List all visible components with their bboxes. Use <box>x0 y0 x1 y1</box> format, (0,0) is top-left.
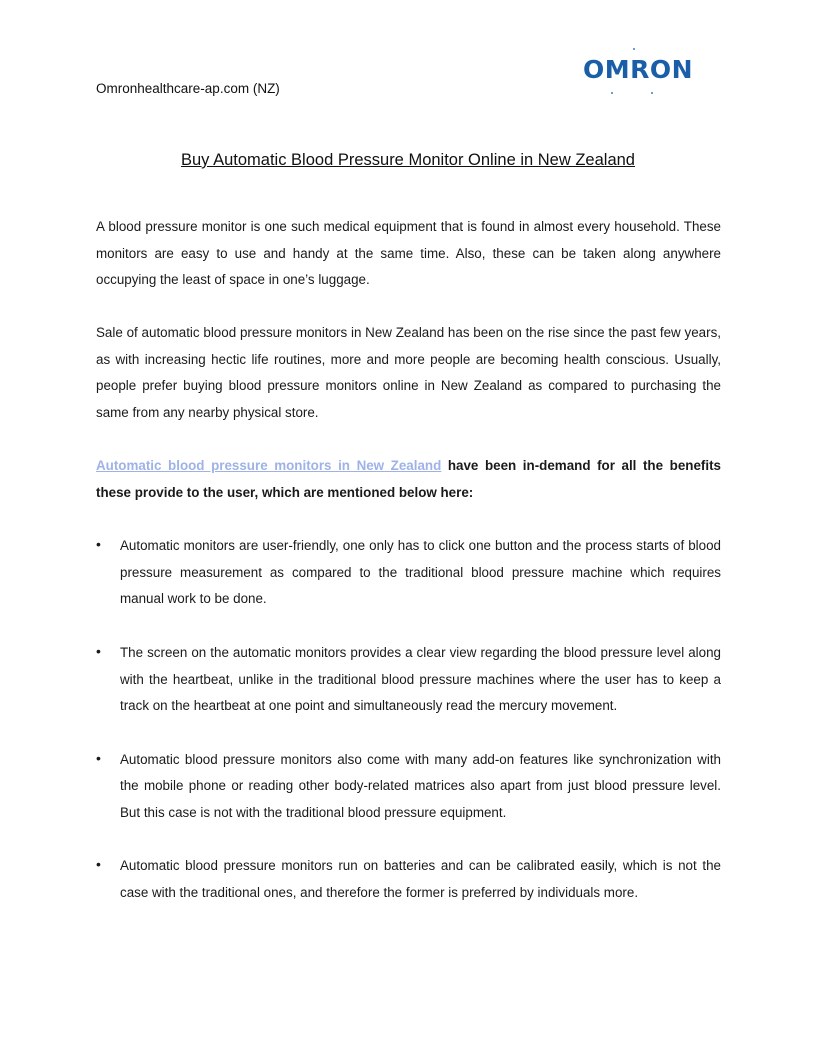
list-item-text: Automatic monitors are user-friendly, one only has to click one button and the process starts of blood pressure measurement as compared to the traditional blood pressure machine which requires manual work to be done. <box>120 538 721 607</box>
bullet-icon: • <box>96 749 101 766</box>
list-item-text: Automatic blood pressure monitors also come with many add-on features like synchronization with the mobile phone or reading other body-related matrices also apart from just blood pressure level. But this case is not with the traditional blood pressure equipment. <box>120 751 721 820</box>
bullet-icon: • <box>96 536 101 552</box>
list-item-text: The screen on the automatic monitors provides a clear view regarding the blood pressure level along with the heartbeat, unlike in the traditional blood pressure machines where the user has to keep a track on the heartbeat at one point and simultaneously read the mercury movement. <box>120 644 721 714</box>
list-item <box>96 533 721 613</box>
logo-dot-icon <box>633 48 635 50</box>
list-item <box>96 747 721 827</box>
monitors-link[interactable]: Automatic blood pressure monitors in New Zealand <box>96 458 442 473</box>
benefits-intro-text: have been in-demand for all the benefits these provide to the user, which are mentioned below here: <box>96 458 721 500</box>
logo-dot-icon <box>651 92 653 94</box>
benefits-intro <box>96 453 721 506</box>
bullet-icon: • <box>96 856 101 873</box>
paragraph-intro: A blood pressure monitor is one such medical equipment that is found in almost every household. These monitors are easy to use and handy at the same time. Also, these can be taken along anywhere occupying the least of space in one’s luggage. <box>96 219 721 288</box>
logo-wordmark: OMRON <box>583 55 694 84</box>
list-item <box>96 640 721 720</box>
paragraph-sales: Sale of automatic blood pressure monitors in New Zealand has been on the rise since the past few years, as with increasing hectic life routines, more and more people are becoming health conscious. Usually, people prefer buying blood pressure monitors online in New Zealand as compared to purchasing the same from any nearby physical store. <box>96 325 721 421</box>
logo-dot-icon <box>611 92 613 94</box>
bullet-icon: • <box>96 642 101 659</box>
list-item <box>96 853 721 906</box>
omron-logo <box>583 47 705 95</box>
benefits-list <box>96 533 721 933</box>
list-item-text: Automatic blood pressure monitors run on batteries and can be calibrated easily, which is not the case with the traditional ones, and therefore the former is preferred by individuals more. <box>120 858 721 901</box>
site-header: Omronhealthcare-ap.com (NZ) <box>96 81 280 96</box>
page-title: Buy Automatic Blood Pressure Monitor Online in New Zealand <box>181 151 635 169</box>
